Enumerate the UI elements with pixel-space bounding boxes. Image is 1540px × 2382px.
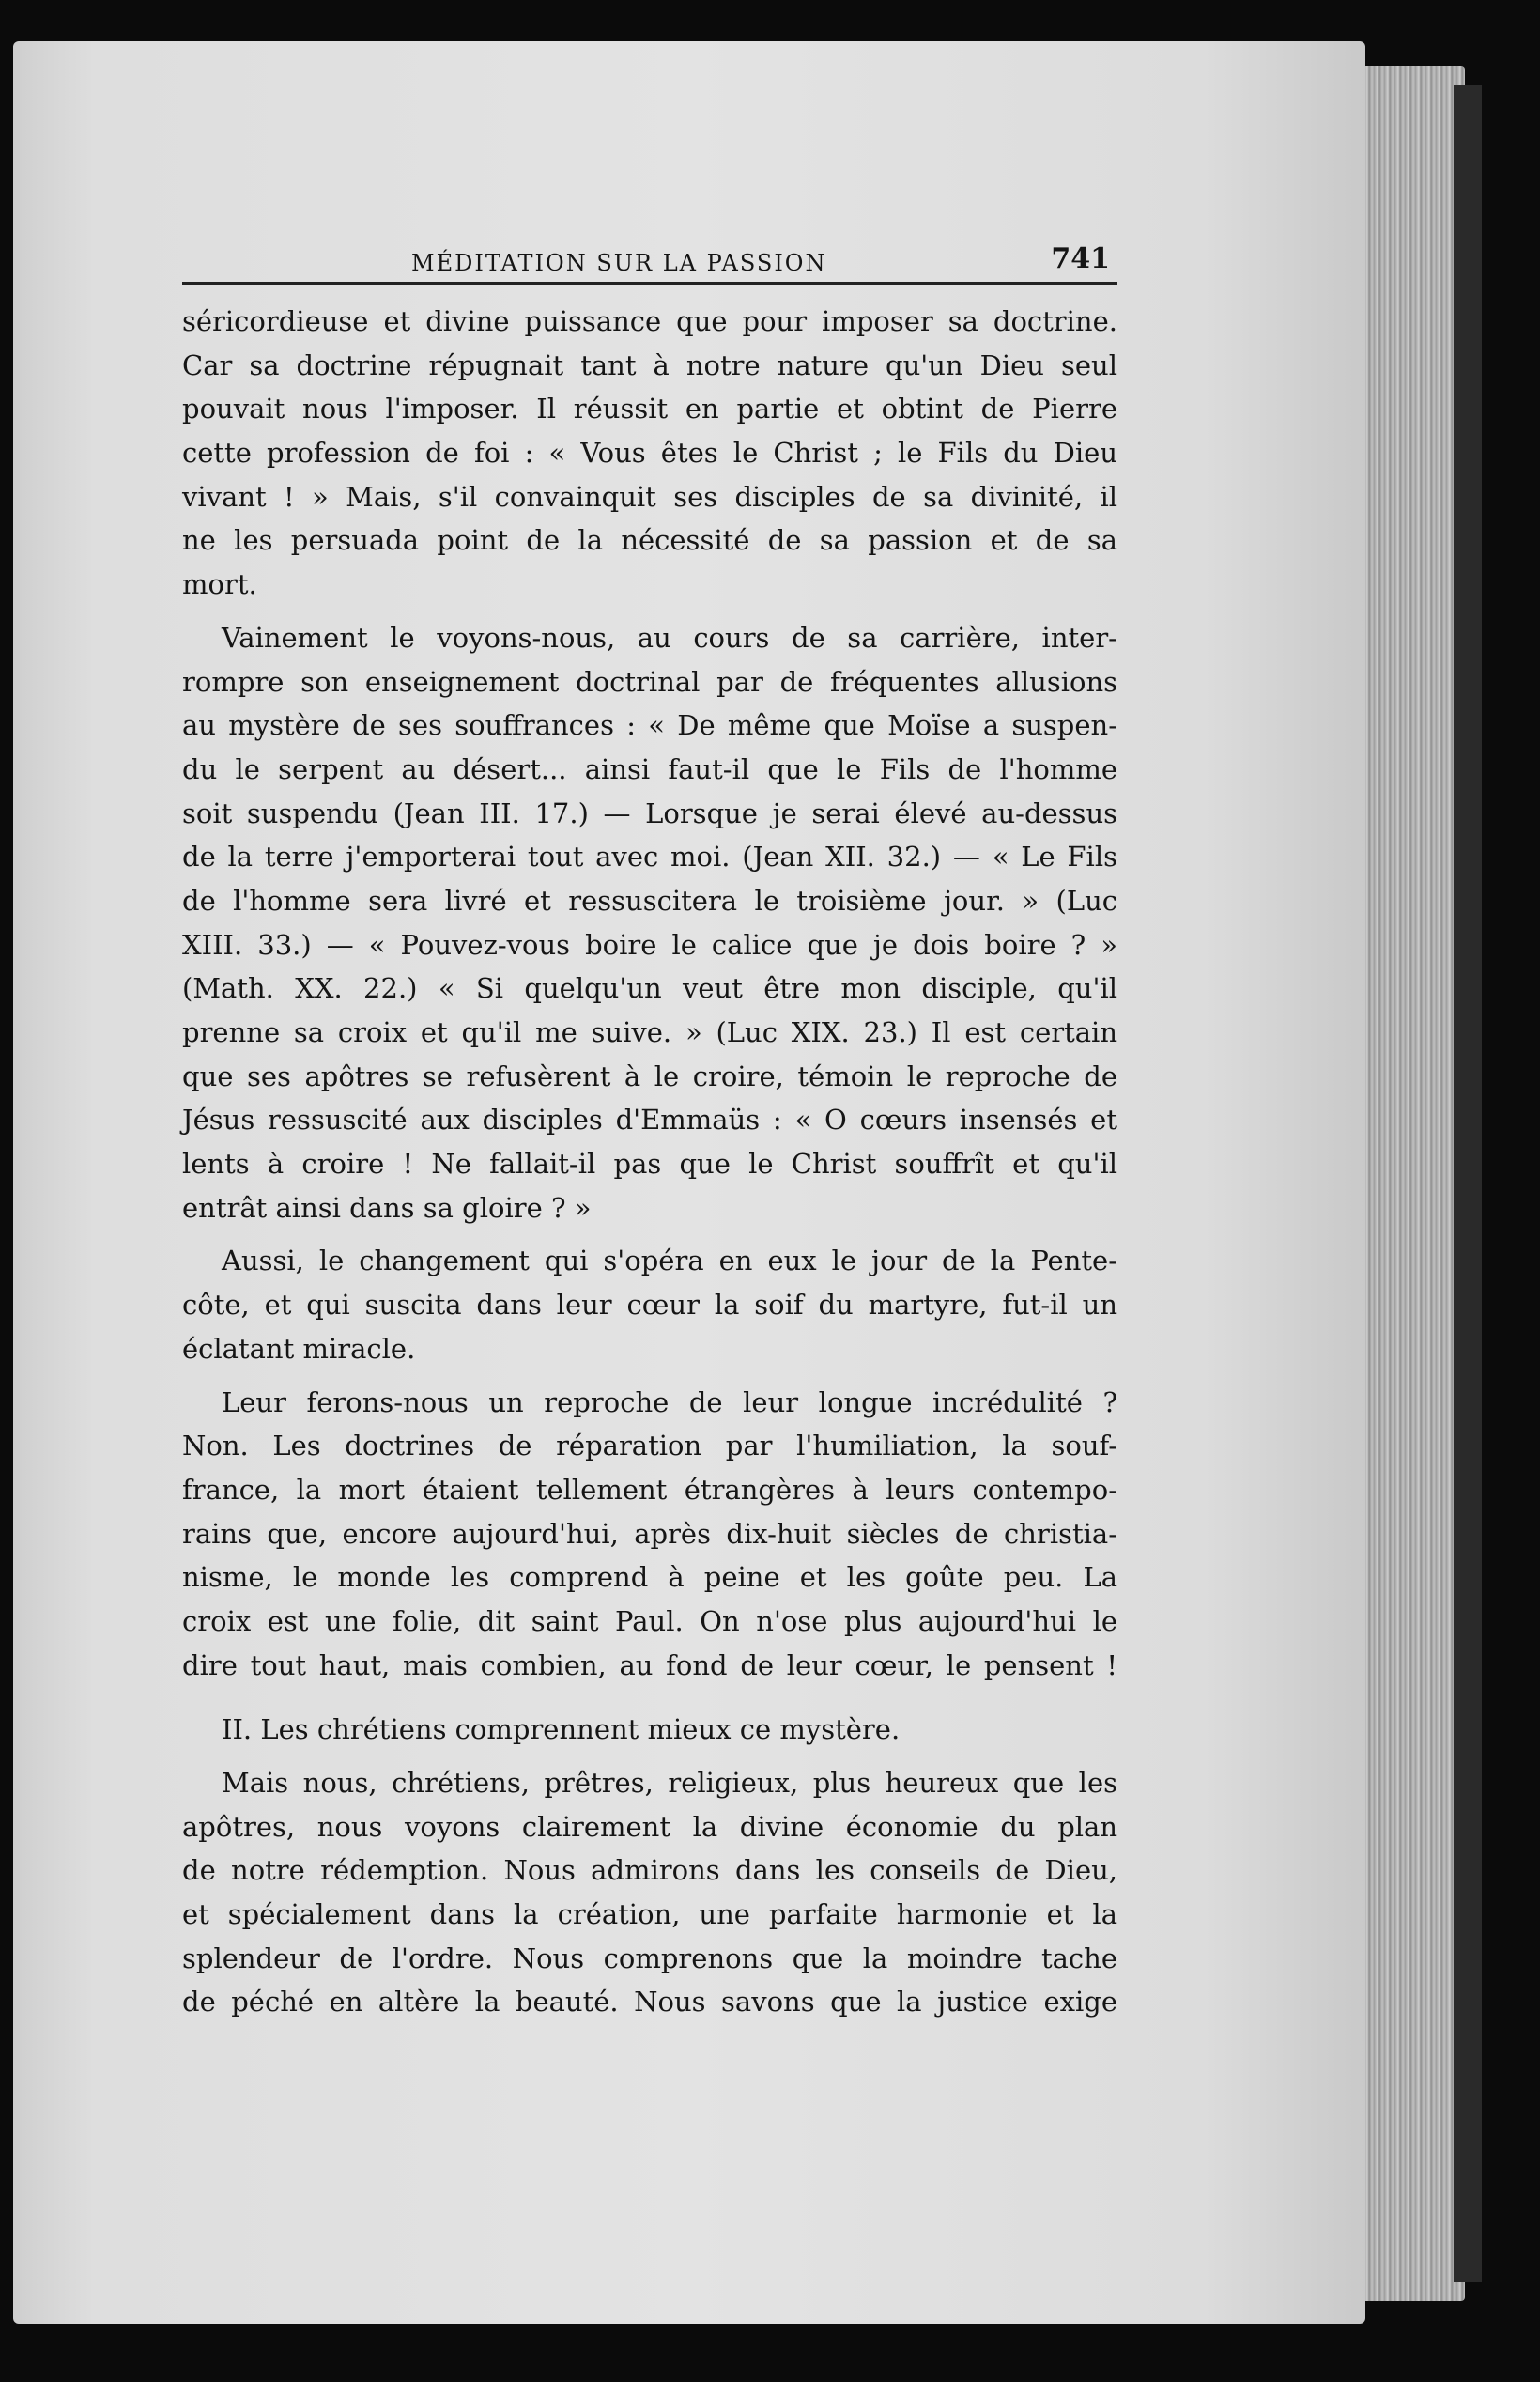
text-line: éclatant miracle. — [182, 1332, 416, 1365]
paragraph — [182, 300, 1117, 607]
text-line: II. Les chrétiens comprennent mieux ce mystère. — [222, 1713, 901, 1746]
text-line: Car sa doctrine répugnait tant à notre nature qu'un Dieu seul — [182, 348, 1117, 381]
text-line: cette profession de foi : « Vous êtes le Christ ; le Fils du Dieu — [182, 437, 1117, 470]
text-line: Jésus ressuscité aux disciples d'Emmaüs : « O cœurs insensés et — [182, 1104, 1117, 1137]
text-block — [182, 235, 1117, 2024]
text-line: rompre son enseignement doctrinal par de fréquentes allusions — [182, 665, 1117, 698]
text-line: de péché en altère la beauté. Nous savons que la justice exige — [182, 1986, 1117, 2019]
text-line: Mais nous, chrétiens, prêtres, religieux, plus heureux que les — [222, 1767, 1117, 1799]
text-line: rains que, encore aujourd'hui, après dix-huit siècles de christia- — [182, 1517, 1117, 1550]
text-line: france, la mort étaient tellement étrangères à leurs contempo- — [182, 1473, 1117, 1506]
text-line: du le serpent au désert... ainsi faut-il que le Fils de l'homme — [182, 752, 1117, 785]
text-line: XIII. 33.) — « Pouvez-vous boire le calice que je dois boire ? » — [182, 928, 1117, 961]
text-line: ne les persuada point de la nécessité de sa passion et de sa — [182, 524, 1117, 557]
running-head — [182, 235, 1117, 285]
text-line: apôtres, nous voyons clairement la divine économie du plan — [182, 1810, 1117, 1843]
text-line: et spécialement dans la création, une parfaite harmonie et la — [182, 1898, 1117, 1931]
running-title: MÉDITATION SUR LA PASSION — [411, 250, 827, 276]
paragraph — [182, 1761, 1117, 2024]
text-line: que ses apôtres se refusèrent à le croire, témoin le reproche de — [182, 1060, 1117, 1092]
text-line: de la terre j'emporterai tout avec moi. (Jean XII. 32.) — « Le Fils — [182, 841, 1117, 874]
text-line: séricordieuse et divine puissance que pour imposer sa doctrine. — [182, 305, 1117, 337]
text-line: mort. — [182, 568, 257, 601]
text-line: côte, et qui suscita dans leur cœur la soif du martyre, fut-il un — [182, 1289, 1117, 1322]
text-line: dire tout haut, mais combien, au fond de leur cœur, le pensent ! — [182, 1648, 1117, 1681]
paragraph — [182, 616, 1117, 1230]
text-line: Vainement le voyons-nous, au cours de sa carrière, inter- — [222, 621, 1117, 654]
text-line: de l'homme sera livré et ressuscitera le troisième jour. » (Luc — [182, 884, 1117, 917]
text-line: prenne sa croix et qu'il me suive. » (Luc XIX. 23.) Il est certain — [182, 1016, 1117, 1048]
text-line: nisme, le monde les comprend à peine et les goûte peu. La — [182, 1561, 1117, 1594]
text-line: Leur ferons-nous un reproche de leur longue incrédulité ? — [222, 1385, 1117, 1418]
text-line: vivant ! » Mais, s'il convainquit ses disciples de sa divinité, il — [182, 480, 1117, 513]
text-line: Non. Les doctrines de réparation par l'humiliation, la souf- — [182, 1430, 1117, 1462]
text-line: croix est une folie, dit saint Paul. On n'ose plus aujourd'hui le — [182, 1604, 1117, 1637]
text-line: soit suspendu (Jean III. 17.) — Lorsque je serai élevé au-dessus — [182, 797, 1117, 829]
text-line: au mystère de ses souffrances : « De même que Moïse a suspen- — [182, 709, 1117, 742]
paragraph — [182, 1239, 1117, 1370]
text-line: de notre rédemption. Nous admirons dans les conseils de Dieu, — [182, 1854, 1117, 1887]
text-line: entrât ainsi dans sa gloire ? » — [182, 1191, 592, 1224]
page-edge-shadow — [1454, 85, 1482, 2282]
paragraph — [182, 1381, 1117, 1688]
page-number: 741 — [1051, 242, 1110, 275]
text-line: Aussi, le changement qui s'opéra en eux le jour de la Pente- — [222, 1245, 1117, 1277]
text-line: splendeur de l'ordre. Nous comprenons que la moindre tache — [182, 1941, 1117, 1974]
text-line: lents à croire ! Ne fallait-il pas que le Christ souffrît et qu'il — [182, 1148, 1117, 1181]
section-heading — [182, 1708, 1117, 1752]
text-line: (Math. XX. 22.) « Si quelqu'un veut être mon disciple, qu'il — [182, 972, 1117, 1005]
text-line: pouvait nous l'imposer. Il réussit en partie et obtint de Pierre — [182, 393, 1117, 425]
